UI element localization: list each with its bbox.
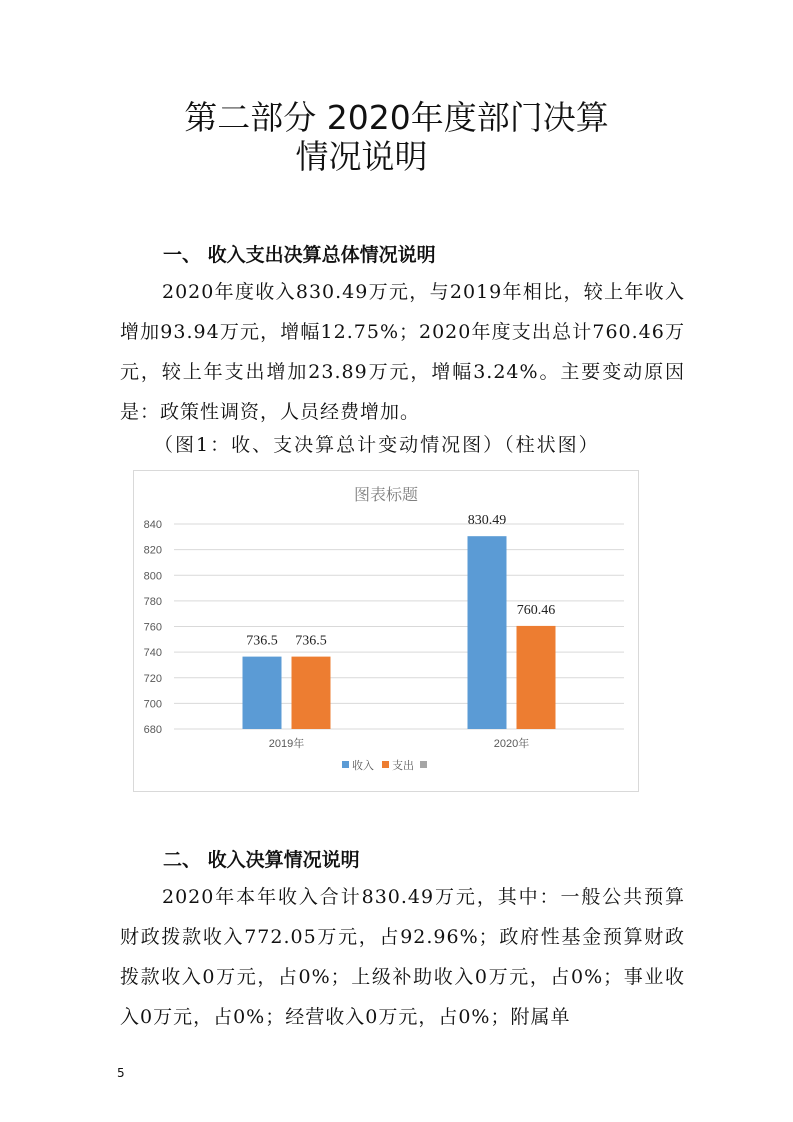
y-tick-label: 700	[143, 698, 162, 711]
x-tick-label: 2019年	[268, 738, 305, 750]
section-1-paragraph	[120, 272, 685, 432]
section-2-paragraph-text: 2020年本年收入合计830.49万元，其中：一般公共预算财政拨款收入772.05万元，占92.96%；政府性基金预算财政拨款收入0万元，占0%；上级补助收入0万元，占0%；事业收入0万元，占0%；经营收入0万元，占0%；附属单	[120, 886, 685, 1028]
page-title-line-1: 第二部分 2020年度部门决算	[184, 98, 609, 137]
figure-caption: （图1：收、支决算总计变动情况图）（柱状图）	[154, 434, 600, 456]
x-tick-label: 2020年	[493, 738, 530, 750]
y-tick-label: 820	[143, 544, 162, 557]
data-label: 760.46	[516, 602, 556, 618]
y-tick-label: 800	[143, 570, 162, 583]
bar-chart	[134, 471, 638, 791]
section-1-paragraph-text: 2020年度收入830.49万元，与2019年相比，较上年收入增加93.94万元，增幅12.75%；2020年度支出总计760.46万元，较上年支出增加23.89万元，增幅3.24%。主要变动原因是：政策性调资，人员经费增加。	[120, 281, 685, 423]
page-title-line-2: 情况说明	[295, 137, 428, 176]
legend-label: 支出	[392, 760, 414, 772]
page-number: 5	[117, 1066, 125, 1080]
data-label: 830.49	[467, 513, 507, 529]
bar-收入-2020年	[468, 536, 507, 729]
data-label: 736.5	[295, 633, 327, 649]
bar-收入-2019年	[243, 657, 282, 729]
data-label: 736.5	[246, 633, 278, 649]
y-tick-label: 780	[143, 595, 162, 608]
chart-frame	[133, 470, 639, 792]
legend-label: 收入	[352, 760, 374, 772]
legend-swatch-收入	[342, 761, 349, 768]
section-2-paragraph	[120, 877, 685, 1037]
y-tick-label: 840	[143, 519, 162, 531]
y-tick-label: 720	[143, 672, 162, 685]
legend-swatch-extra	[420, 761, 427, 768]
bar-支出-2019年	[292, 657, 331, 729]
legend-swatch-支出	[382, 761, 389, 768]
chart-title: 图表标题	[353, 487, 419, 504]
section-1-heading: 一、 收入支出决算总体情况说明	[163, 244, 436, 266]
section-2-heading: 二、 收入决算情况说明	[163, 849, 360, 871]
y-tick-label: 760	[143, 621, 162, 634]
bar-支出-2020年	[517, 626, 556, 729]
y-tick-label: 740	[143, 647, 162, 660]
y-tick-label: 680	[143, 724, 162, 736]
